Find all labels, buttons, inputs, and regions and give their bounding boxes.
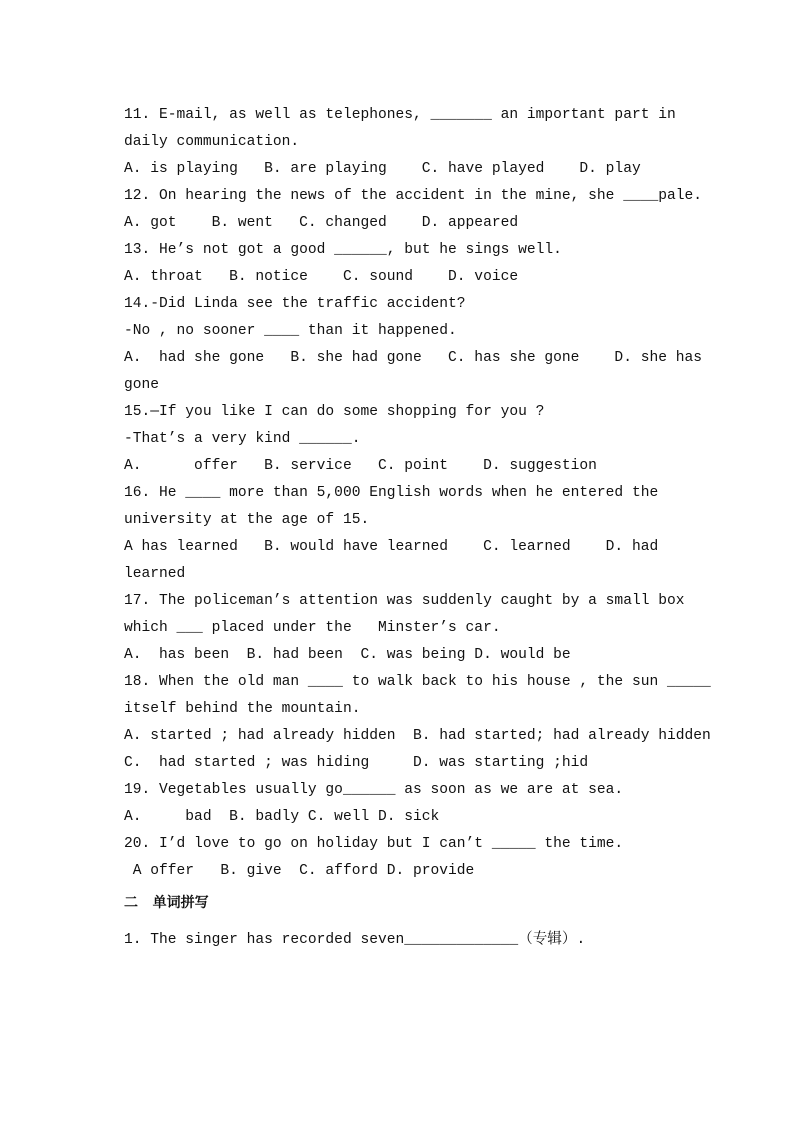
question-line: which ___ placed under the Minster’s car.	[124, 620, 501, 636]
options-line: A. has been B. had been C. was being D. would be	[124, 647, 571, 663]
question-line: university at the age of 15.	[124, 512, 370, 528]
question-line: -That’s a very kind ______.	[124, 431, 361, 447]
question-line: 16. He ____ more than 5,000 English words when he entered the	[124, 485, 659, 501]
options-line: A. throat B. notice C. sound D. voice	[124, 269, 519, 285]
question-line: 11. E-mail, as well as telephones, _______ an important part in	[124, 107, 676, 123]
options-line: learned	[124, 566, 186, 582]
worksheet-page	[124, 102, 711, 954]
options-line: A. got B. went C. changed D. appeared	[124, 215, 519, 231]
spelling-item: 1. The singer has recorded seven_____________（专辑）.	[124, 932, 586, 948]
question-line: 12. On hearing the news of the accident in the mine, she ____pale.	[124, 188, 703, 204]
options-line: A has learned B. would have learned C. learned D. had	[124, 539, 659, 555]
options-line: A. had she gone B. she had gone C. has she gone D. she has	[124, 350, 703, 366]
question-line: 20. I’d love to go on holiday but I can’t _____ the time.	[124, 836, 624, 852]
options-line: A. is playing B. are playing C. have played D. play	[124, 161, 641, 177]
section-heading: 二 单词拼写	[124, 895, 209, 911]
question-line: 17. The policeman’s attention was suddenly caught by a small box	[124, 593, 685, 609]
question-line: 14.-Did Linda see the traffic accident?	[124, 296, 466, 312]
question-line: -No , no sooner ____ than it happened.	[124, 323, 457, 339]
question-line: 15.—If you like I can do some shopping for you ?	[124, 404, 545, 420]
question-line: itself behind the mountain.	[124, 701, 361, 717]
options-line: A. started ; had already hidden B. had started; had already hidden	[124, 728, 711, 744]
question-line: 19. Vegetables usually go______ as soon as we are at sea.	[124, 782, 624, 798]
question-line: 18. When the old man ____ to walk back to his house , the sun _____	[124, 674, 711, 690]
question-line: daily communication.	[124, 134, 300, 150]
question-list	[124, 102, 711, 885]
options-line: gone	[124, 377, 160, 393]
options-line: C. had started ; was hiding D. was starting ;hid	[124, 755, 589, 771]
options-line: A. offer B. service C. point D. suggestion	[124, 458, 597, 474]
options-line: A offer B. give C. afford D. provide	[124, 863, 475, 879]
options-line: A. bad B. badly C. well D. sick	[124, 809, 440, 825]
question-line: 13. He’s not got a good ______, but he sings well.	[124, 242, 562, 258]
